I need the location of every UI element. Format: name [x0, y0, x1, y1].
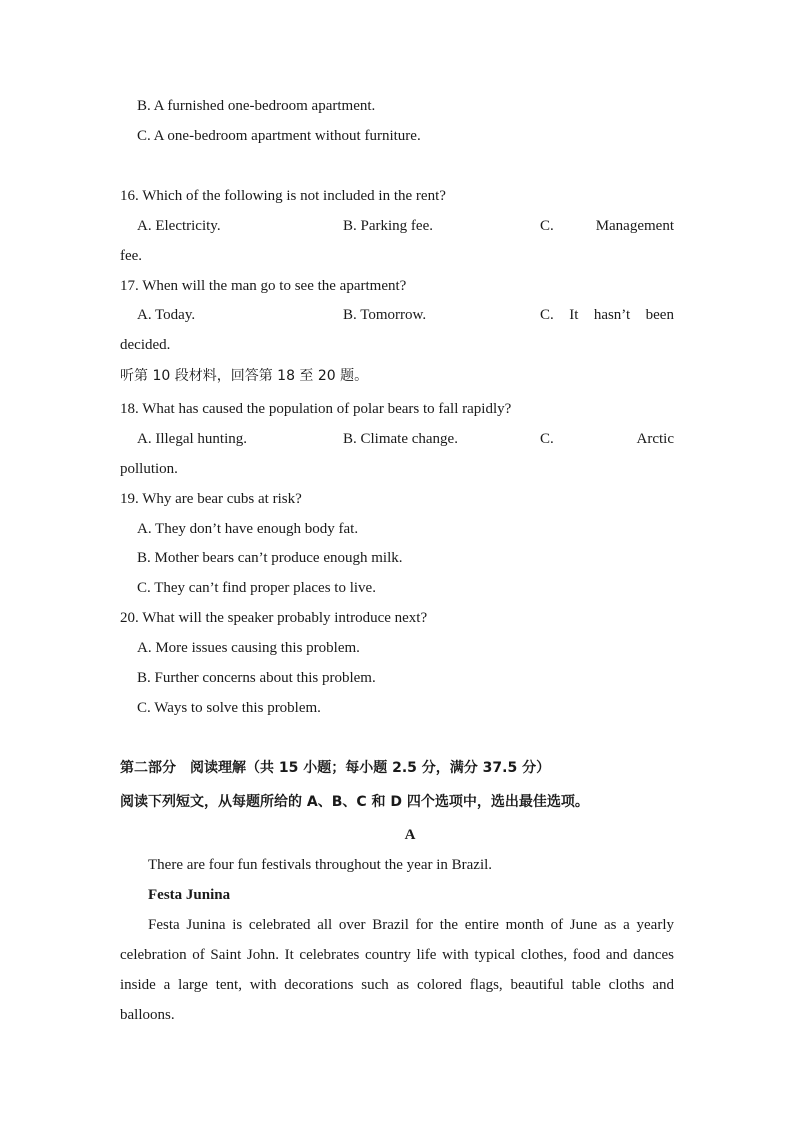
q16-option-c-wrap: fee.: [120, 248, 143, 264]
q16-options: [137, 216, 674, 236]
q19-option-b: B. Mother bears can’t produce enough milk.: [137, 550, 403, 566]
section-label: A: [404, 827, 416, 843]
q16-option-c: [540, 216, 674, 236]
q17-option-c-wrap: decided.: [120, 337, 171, 353]
q16-option-c-text: Management: [595, 218, 674, 234]
q18-option-b: B. Climate change.: [343, 431, 458, 447]
q18-option-c: [540, 429, 674, 449]
q17-option-c-word: It: [569, 307, 579, 323]
festival-title: Festa Junina: [148, 887, 231, 903]
q18-option-c-wrap: pollution.: [120, 461, 178, 477]
q18-option-c-letter: C.: [540, 431, 554, 447]
q17-option-c-word: been: [645, 307, 674, 323]
q18-option-a: A. Illegal hunting.: [137, 431, 247, 447]
instruction-18-20: 听第 10 段材料，回答第 18 至 20 题。: [120, 368, 369, 384]
q17-option-a: A. Today.: [137, 307, 196, 323]
passage-intro: There are four fun festivals throughout the year in Brazil.: [148, 857, 493, 873]
q17-question: 17. When will the man go to see the apartment?: [120, 278, 407, 294]
festival-paragraph: Festa Junina is celebrated all over Brazil for the entire month of June as a yearly celebration of Saint John. It celebrates country life with typical clothes, food and dances inside a large tent, with decorations such as colored flags, beautiful table cloths and balloons.: [120, 917, 674, 1023]
q17-option-c-word: C.: [540, 307, 554, 323]
q17-option-c: [540, 305, 674, 325]
part2-instruction: 阅读下列短文，从每题所给的 A、B、C 和 D 四个选项中，选出最佳选项。: [120, 794, 589, 810]
q20-option-b: B. Further concerns about this problem.: [137, 670, 376, 686]
q16-option-b: B. Parking fee.: [343, 218, 433, 234]
q19-option-a: A. They don’t have enough body fat.: [137, 521, 359, 537]
q16-option-a: A. Electricity.: [137, 218, 221, 234]
q16-question: 16. Which of the following is not included in the rent?: [120, 188, 446, 204]
part2-heading: 第二部分 阅读理解（共 15 小题；每小题 2.5 分，满分 37.5 分）: [120, 760, 551, 776]
q15-option-b: B. A furnished one-bedroom apartment.: [137, 98, 376, 114]
q19-option-c: C. They can’t find proper places to live.: [137, 580, 376, 596]
q19-question: 19. Why are bear cubs at risk?: [120, 491, 302, 507]
q17-options: [137, 305, 674, 325]
q20-question: 20. What will the speaker probably introduce next?: [120, 610, 428, 626]
q18-question: 18. What has caused the population of polar bears to fall rapidly?: [120, 401, 512, 417]
q16-option-c-letter: C.: [540, 218, 554, 234]
q20-option-c: C. Ways to solve this problem.: [137, 700, 321, 716]
q17-option-c-word: hasn’t: [593, 307, 631, 323]
q18-options: [137, 429, 674, 449]
q18-option-c-text: Arctic: [636, 431, 674, 447]
q15-option-c: C. A one-bedroom apartment without furniture.: [137, 128, 421, 144]
q17-option-b: B. Tomorrow.: [343, 307, 427, 323]
q20-option-a: A. More issues causing this problem.: [137, 640, 360, 656]
